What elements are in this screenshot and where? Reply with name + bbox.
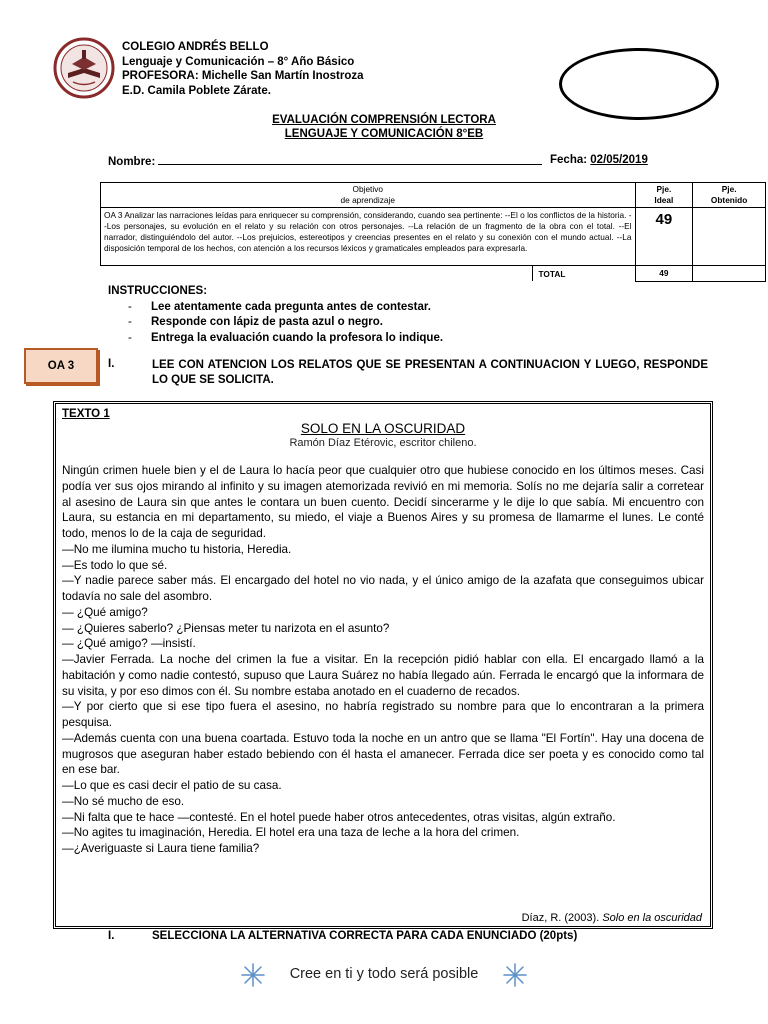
instruction-item: - Entrega la evaluación cuando la profesora lo indique. — [128, 331, 443, 347]
story-title: SOLO EN LA OSCURIDAD — [300, 421, 466, 436]
story-paragraph: —Lo que es casi decir el patio de su casa. — [62, 779, 282, 792]
citation — [522, 912, 702, 924]
instruction-item: - Lee atentamente cada pregunta antes de contestar. — [128, 300, 443, 316]
citation-title: Solo en la oscuridad — [602, 912, 702, 924]
date-row — [550, 154, 648, 166]
section2-heading — [108, 930, 577, 942]
section-number: I. — [108, 358, 115, 370]
footer-motto: Cree en ti y todo será posible — [289, 966, 479, 982]
story-paragraph: —No me ilumina mucho tu historia, Heredia. — [62, 542, 292, 556]
story-paragraph: —Además cuenta con una buena coartada. Estuvo toda la noche en un antro que se llama "El Fortín". Hay una docena de mugrosos que aseguran haber estado bebiendo con él hasta el amanecer. Ferrada dice ser poeta y es conocido como tal en ese bar. — [62, 731, 704, 777]
date-label: Fecha: — [550, 154, 588, 166]
teacher-line: PROFESORA: Michelle San Martín Inostroza — [122, 70, 364, 82]
subject-line: Lenguaje y Comunicación – 8° Año Básico — [122, 55, 355, 68]
story-paragraph: — ¿Qué amigo? — [62, 605, 148, 619]
name-row — [108, 154, 542, 168]
ed-line: E.D. Camila Poblete Zárate. — [122, 84, 271, 97]
story-paragraph: —Y nadie parece saber más. El encargado del hotel no vio nada, y el único amigo de la azafata que conseguimos ubicar todavía no sale del asombro. — [62, 574, 704, 603]
school-name: COLEGIO ANDRÉS BELLO — [122, 41, 269, 53]
school-logo — [53, 37, 115, 99]
story-paragraph: —Ni falta que te hace —contesté. En el hotel puede haber otros antecedentes, otras visitas, algún extraño. — [62, 810, 616, 824]
citation-author: Díaz, R. (2003). — [521, 912, 600, 924]
story-author: Ramón Díaz Etérovic, escritor chileno. — [289, 437, 477, 449]
story-paragraph: —Y por cierto que si ese tipo fuera el asesino, no habría registrado su nombre para que lo encontraran a la primera pesquisa. — [62, 700, 704, 729]
instructions-heading: INSTRUCCIONES: — [108, 285, 208, 297]
objective-description: OA 3 Analizar las narraciones leídas para enriquecer su comprensión, considerando, cuando sea pertinente: --El o los conflictos de la historia. --Los personajes, su evolución en el relato y su relación con otros personajes. --La relación de un fragmento de la obra con el total. --El narrador, distinguiéndolo del autor. --Los prejuicios, estereotipos y creencias presentes en el relato y su conexión con el mundo actual. --La disposición temporal de los hechos, con atención a los recursos léxicos y gramaticales empleados para expresarla. — [101, 208, 636, 266]
text-box — [53, 401, 713, 929]
exam-subtitle: LENGUAJE Y COMUNICACIÓN 8°EB — [284, 128, 484, 140]
story-paragraph: — ¿Qué amigo? —insistí. — [62, 637, 196, 651]
exam-title: EVALUACIÓN COMPRENSIÓN LECTORA — [272, 114, 496, 126]
story-paragraph: —No agites tu imaginación, Heredia. El hotel era una taza de leche a la hora del crimen. — [62, 826, 520, 840]
text-label: TEXTO 1 — [62, 408, 110, 420]
obtained-score-header: Pje. Obtenido — [693, 183, 766, 208]
school-header — [122, 40, 364, 98]
story-paragraph: —¿Averiguaste si Laura tiene familia? — [62, 842, 260, 855]
instructions — [108, 284, 443, 346]
date-value: 02/05/2019 — [590, 154, 648, 166]
instruction-item: - Responde con lápiz de pasta azul o negro. — [128, 315, 443, 331]
story-paragraph: —Javier Ferrada. La noche del crimen la fue a visitar. En la recepción pidió hablar con ella. El encargado llamó a la habitación y como nadie contestó, supuso que Laura Suárez no había llegado aún. Ferrada le encargó que la informara de su visita, y por eso dimos con él. Su nombre estaba anotado en el cuaderno de recados. — [62, 653, 704, 698]
story-paragraph: Ningún crimen huele bien y el de Laura lo hacía peor que cualquier otro que hubiese conocido en los últimos meses. Casi podía ver sus ojos mirando al infinito y su imagen atemorizada revivió en mi memoria. Solís no me dejaría salir a corretear al asesino de Laura sin que antes le contara un buen cuento. Decidí sincerarme y le dije lo que sabía. Mi encuentro con Laura, su estancia en mi departamento, su miedo, el viaje a Buenos Aires y su promesa de llamarme el lunes. Le conté todo, menos lo de la caja de seguridad. — [62, 464, 704, 540]
total-ideal-value: 49 — [635, 266, 693, 282]
name-field[interactable] — [158, 154, 542, 165]
story-paragraph: — ¿Quieres saberlo? ¿Piensas meter tu narizota en el asunto? — [62, 621, 390, 635]
snowflake-icon — [502, 962, 528, 988]
ideal-score-header: Pje. Ideal — [635, 183, 693, 208]
story-paragraph: —Es todo lo que sé. — [62, 558, 168, 572]
ideal-score-value: 49 — [635, 208, 693, 266]
section2-number: I. — [108, 930, 115, 942]
obtained-score-cell[interactable] — [693, 208, 766, 266]
section2-text: SELECCIONA LA ALTERNATIVA CORRECTA PARA CADA ENUNCIADO (20pts) — [152, 930, 578, 942]
grade-oval — [559, 48, 719, 120]
objective-header: Objetivo de aprendizaje — [101, 183, 636, 208]
total-obtained-cell[interactable] — [693, 266, 766, 282]
story-paragraph: —No sé mucho de eso. — [62, 794, 185, 808]
oa-badge: OA 3 — [24, 348, 98, 384]
section-instruction: LEE CON ATENCION LOS RELATOS QUE SE PRESENTAN A CONTINUACION Y LUEGO, RESPONDE LO QUE SE SOLICITA. — [152, 359, 708, 386]
objectives-table — [100, 182, 766, 282]
story-body — [62, 463, 704, 857]
total-label: TOTAL — [538, 268, 566, 279]
name-label: Nombre: — [108, 156, 156, 168]
